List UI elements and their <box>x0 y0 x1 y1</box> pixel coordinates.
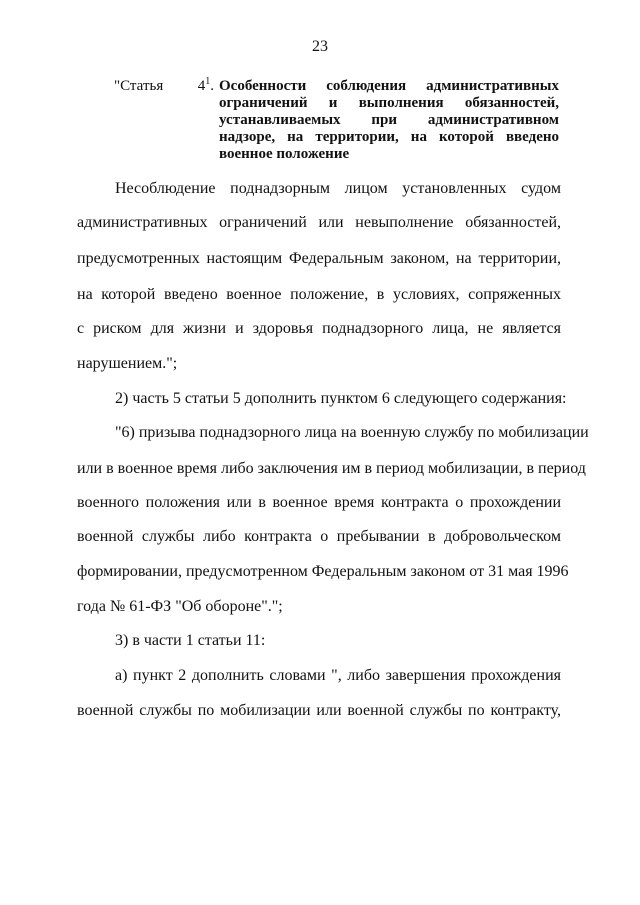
paragraph-line: военного положения или в военное время контракта о прохождении <box>77 494 561 511</box>
article-title <box>219 78 559 163</box>
article-title-line: устанавливаемых при административном <box>219 112 559 128</box>
paragraph-line: военной службы по мобилизации или военной службы по контракту, <box>77 702 561 719</box>
article-number-main: 4 <box>197 78 206 94</box>
article-label <box>114 78 214 95</box>
paragraph-line: нарушением."; <box>77 355 178 372</box>
paragraph-line: формировании, предусмотренном Федеральным законом от 31 мая 1996 <box>77 563 569 580</box>
article-title-line: надзоре, на территории, на которой введено <box>219 129 559 145</box>
paragraph-line: административных ограничений или невыполнение обязанностей, <box>77 214 561 231</box>
article-number <box>198 78 214 95</box>
article-title-line: Особенности соблюдения административных <box>219 78 559 94</box>
article-word: "Статья <box>114 78 164 94</box>
paragraph-line: а) пункт 2 дополнить словами ", либо завершения прохождения <box>115 667 561 684</box>
paragraph-line: с риском для жизни и здоровья поднадзорного лица, не является <box>77 320 561 337</box>
paragraph-line: года № 61-ФЗ "Об обороне"."; <box>77 598 283 615</box>
article-number-superscript: 1 <box>205 76 211 87</box>
paragraph-line: военной службы либо контракта о пребывании в добровольческом <box>77 528 561 545</box>
paragraph-line: на которой введено военное положение, в условиях, сопряженных <box>77 286 561 303</box>
page-number: 23 <box>312 38 328 55</box>
paragraph-line: "6) призыва поднадзорного лица на военную службу по мобилизации <box>115 424 589 441</box>
paragraph-line: 2) часть 5 статьи 5 дополнить пунктом 6 следующего содержания: <box>115 390 567 407</box>
article-title-line: военное положение <box>219 146 350 162</box>
paragraph-line: 3) в части 1 статьи 11: <box>115 632 266 649</box>
paragraph-line: или в военное время либо заключения им в период мобилизации, в период <box>77 460 586 477</box>
paragraph-line: предусмотренных настоящим Федеральным законом, на территории, <box>77 250 561 267</box>
article-title-line: ограничений и выполнения обязанностей, <box>219 95 559 111</box>
paragraph-line: Несоблюдение поднадзорным лицом установленных судом <box>115 180 561 197</box>
article-number-suffix: . <box>210 78 214 94</box>
